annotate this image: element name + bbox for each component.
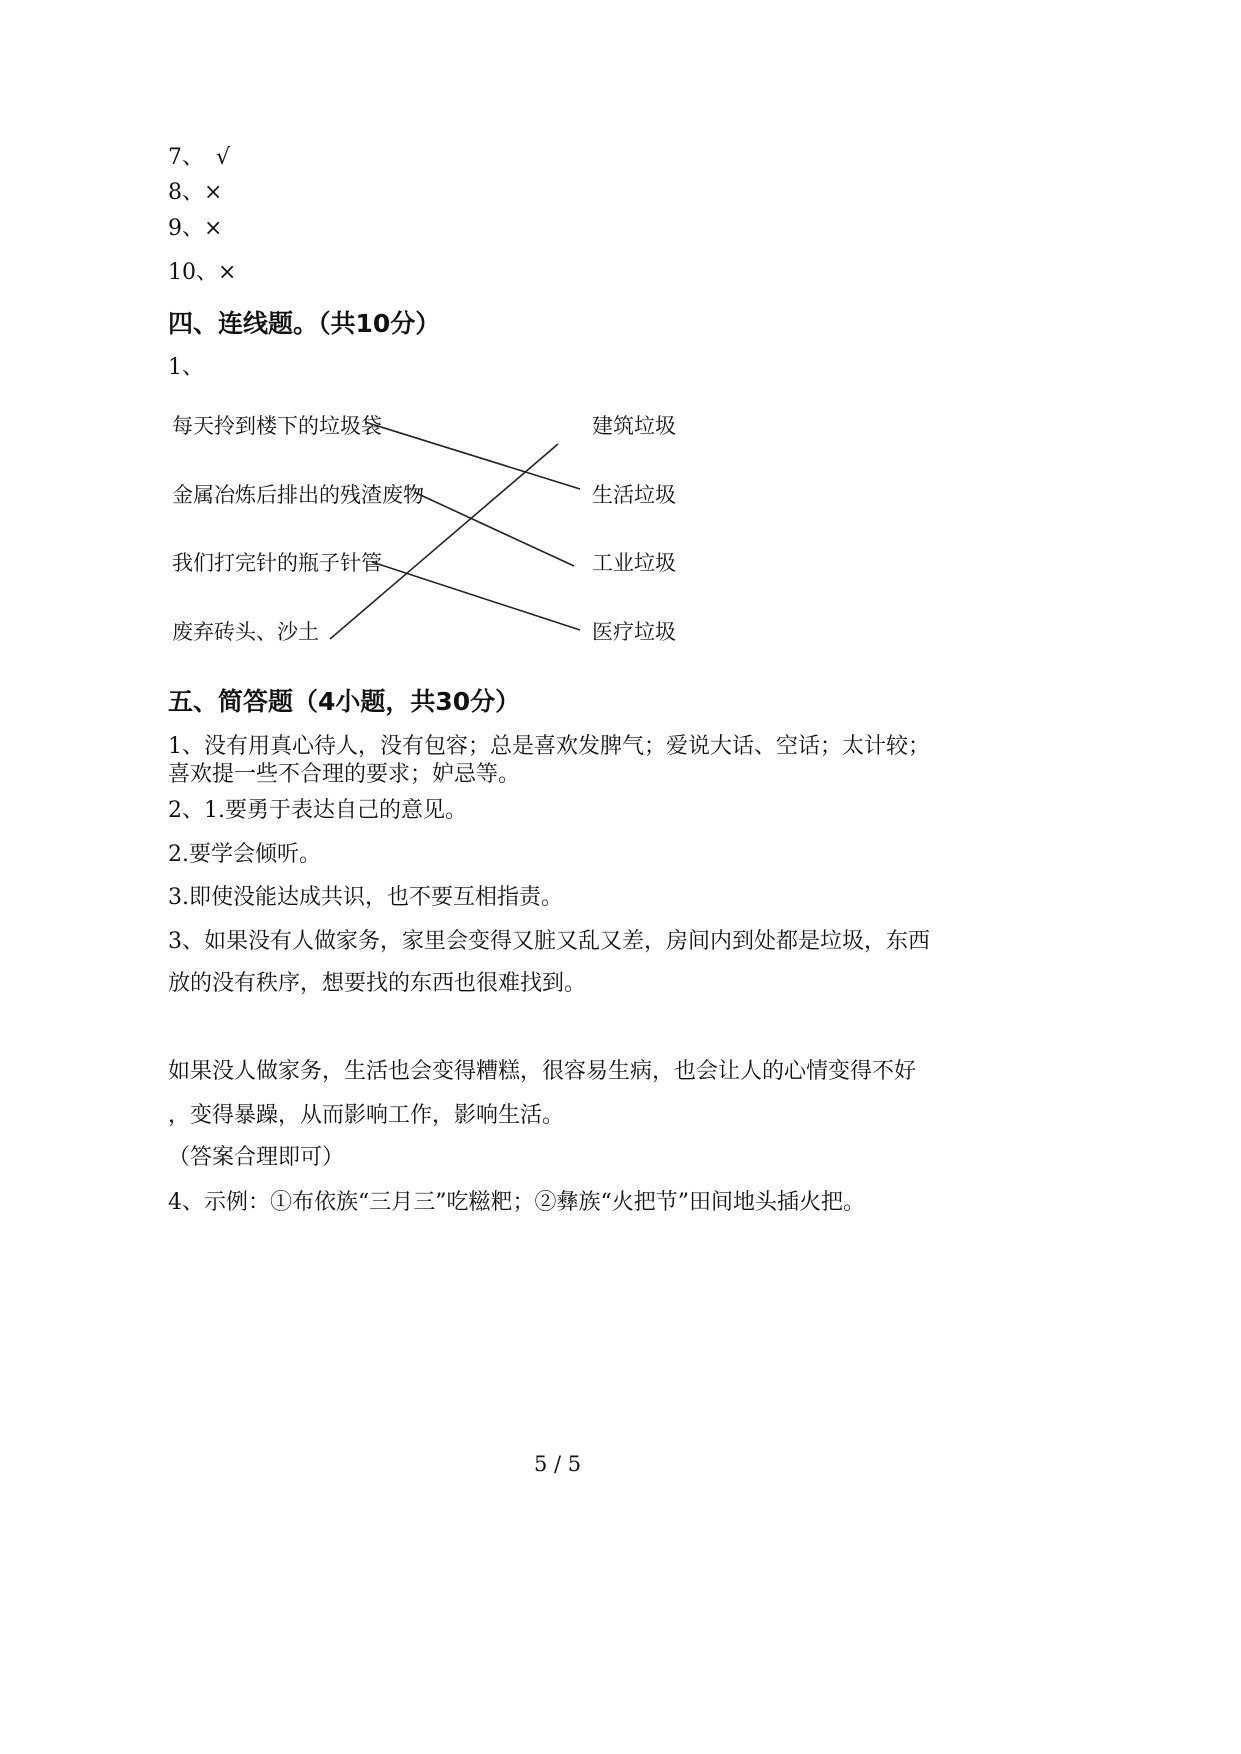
answer-2-line: 2.要学会倾听。 xyxy=(168,842,321,867)
cross-mark: × xyxy=(204,180,223,205)
left-item-syringe: 我们打完针的瓶子针管 xyxy=(172,551,382,575)
right-item-medical-waste: 医疗垃圾 xyxy=(592,620,676,644)
check-mark: √ xyxy=(216,145,231,170)
section-4-title: 四、连线题。（共10分） xyxy=(168,309,441,338)
answer-3-line: 3、如果没有人做家务，家里会变得又脏又乱又差，房间内到处都是垃圾，东西 xyxy=(168,929,930,954)
answer-3-line: ，变得暴躁，从而影响工作，影响生活。 xyxy=(168,1103,565,1128)
answer-number: 7、 xyxy=(168,145,204,170)
section-5-title: 五、简答题（4小题，共30分） xyxy=(168,687,521,716)
connector-line xyxy=(365,422,580,489)
connector-line xyxy=(414,492,574,566)
left-item-metal-slag: 金属冶炼后排出的残渣废物 xyxy=(172,483,424,507)
answer-2-line: 3.即使没能达成共识，也不要互相指责。 xyxy=(168,885,563,910)
right-item-construction-waste: 建筑垃圾 xyxy=(592,414,676,438)
answer-1-line: 1、没有用真心待人，没有包容；总是喜欢发脾气；爱说大话、空话；太计较； xyxy=(168,734,930,759)
left-item-bricks: 废弃砖头、沙土 xyxy=(172,620,319,644)
right-item-household-waste: 生活垃圾 xyxy=(592,483,676,507)
answer-number: 8、 xyxy=(168,180,204,205)
answer-2-line: 2、1.要勇于表达自己的意见。 xyxy=(168,798,467,823)
page-number: 5 / 5 xyxy=(534,1452,582,1476)
left-item-garbage-bag: 每天拎到楼下的垃圾袋 xyxy=(172,414,382,438)
right-item-industrial-waste: 工业垃圾 xyxy=(592,551,676,575)
answer-number: 9、 xyxy=(168,216,204,241)
connector-line xyxy=(372,562,580,630)
answer-number: 10、 xyxy=(168,260,218,285)
answer-3-line: 放的没有秩序，想要找的东西也很难找到。 xyxy=(168,971,587,996)
answer-note: （答案合理即可） xyxy=(168,1145,345,1170)
cross-mark: × xyxy=(218,260,237,285)
answer-3-line: 如果没人做家务，生活也会变得糟糕，很容易生病，也会让人的心情变得不好 xyxy=(168,1059,917,1084)
answer-1-line: 喜欢提一些不合理的要求；妒忌等。 xyxy=(168,762,521,787)
cross-mark: × xyxy=(204,216,223,241)
question-1-label: 1、 xyxy=(168,355,204,380)
answer-4-line: 4、示例：①布依族“三月三”吃糍粑；②彝族“火把节”田间地头插火把。 xyxy=(168,1190,865,1215)
connector-line xyxy=(330,444,558,639)
